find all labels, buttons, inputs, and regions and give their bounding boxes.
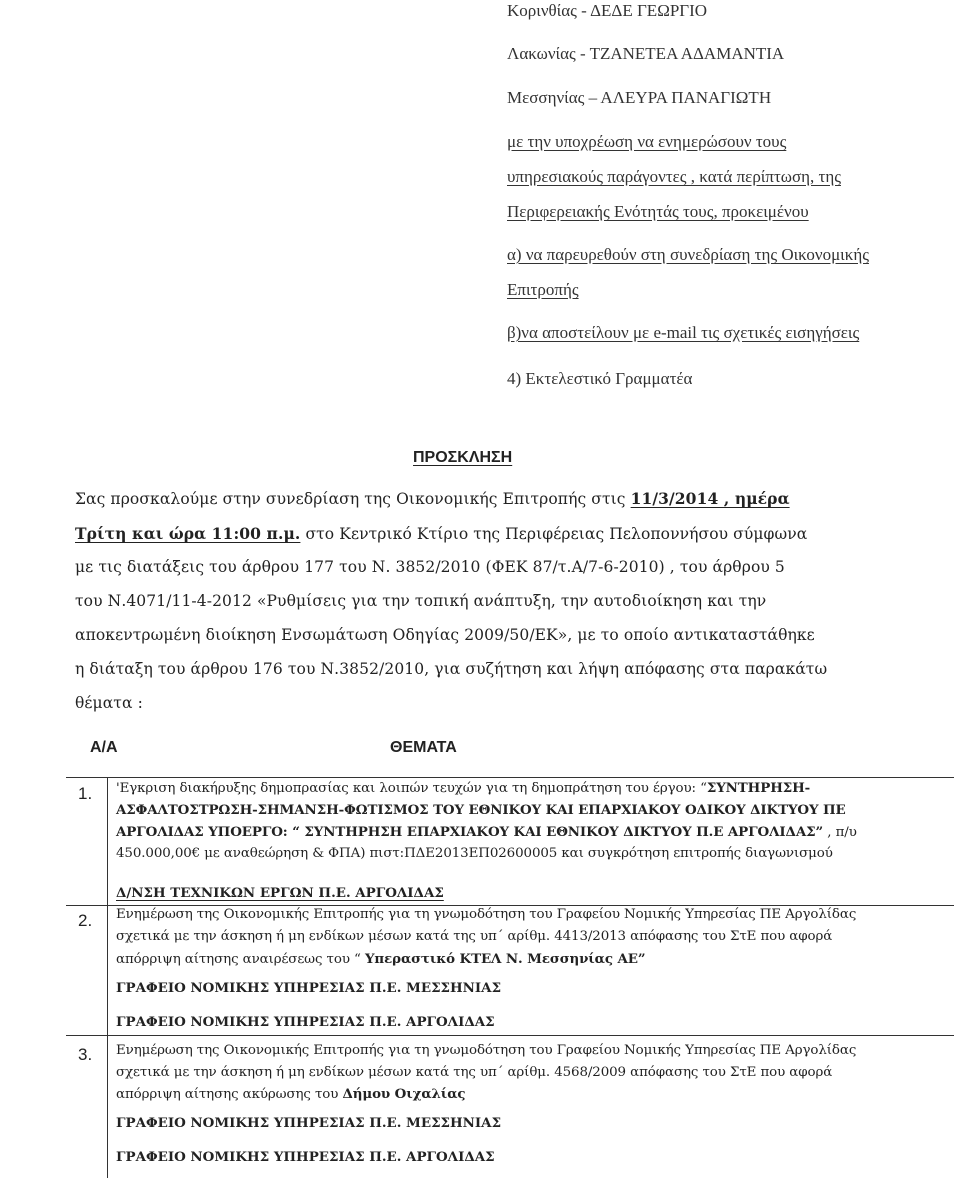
invitation-line-1 — [75, 489, 790, 508]
item-1-line-1 — [116, 780, 810, 796]
item-a-line-2: Επιτροπής — [507, 280, 579, 299]
invitation-line-6: η διάταξη του άρθρου 176 του Ν.3852/2010, για συζήτηση και λήψη απόφασης στα παρακάτω — [75, 660, 828, 678]
item-1-office: Δ/ΝΣΗ ΤΕΧΝΙΚΩΝ ΕΡΓΩΝ Π.Ε. ΑΡΓΟΛΙΔΑΣ — [116, 885, 444, 901]
recipient-messinia: Μεσσηνίας – ΑΛΕΥΡΑ ΠΑΝΑΓΙΩΤΗ — [507, 88, 772, 107]
item-1-number: 1. — [78, 784, 93, 803]
item-2-line-1: Ενημέρωση της Οικονομικής Επιτροπής για τη γνωμοδότηση του Γραφείου Νομικής Υπηρεσίας ΠΕ Αργολίδας — [116, 907, 857, 922]
invitation-line-7: θέματα : — [75, 694, 143, 712]
obligation-line-3: Περιφερειακής Ενότητάς τους, προκειμένου — [507, 202, 809, 221]
item-1-line-2: ΑΣΦΑΛΤΟΣΤΡΩΣΗ-ΣΗΜΑΝΣΗ-ΦΩΤΙΣΜΟΣ ΤΟΥ ΕΘΝΙΚΟΥ ΚΑΙ ΕΠΑΡΧΙΑΚΟΥ ΟΔΙΚΟΥ ΔΙΚΤΥΟΥ ΠΕ — [116, 802, 846, 818]
invitation-line-3: με τις διατάξεις του άρθρου 177 του Ν. 3852/2010 (ΦΕΚ 87/τ.Α/7-6-2010) , του άρθρου 5 — [75, 558, 785, 576]
item-1-subproject: ΑΡΓΟΛΙΔΑΣ ΥΠΟΕΡΓΟ: “ ΣΥΝΤΗΡΗΣΗ ΕΠΑΡΧΙΑΚΟΥ ΚΑΙ ΕΘΝΙΚΟΥ ΔΙΚΤΥΟΥ Π.Ε ΑΡΓΟΛΙΔΑΣ” — [116, 824, 824, 840]
item-1-line-3 — [116, 824, 857, 840]
item-2-line-2: σχετικά με την άσκηση ή μη ενδίκων μέσων κατά της υπ΄ αρίθμ. 4413/2013 απόφασης του ΣτΕ που αφορά — [116, 929, 833, 944]
obligation-line-1: με την υποχρέωση να ενημερώσουν τους — [507, 132, 787, 151]
invitation-title: ΠΡΟΣΚΛΗΣΗ — [413, 449, 513, 466]
item-a-line-1: α) να παρευρεθούν στη συνεδρίαση της Οικονομικής — [507, 245, 869, 264]
item-3-office-argolida: ΓΡΑΦΕΙΟ ΝΟΜΙΚΗΣ ΥΠΗΡΕΣΙΑΣ Π.Ε. ΑΡΓΟΛΙΔΑΣ — [116, 1149, 495, 1165]
item-3-line-3 — [116, 1086, 465, 1102]
item-3-party: Δήμου Οιχαλίας — [342, 1086, 466, 1102]
item-3-number: 3. — [78, 1045, 93, 1064]
item-1-budget-label: , π/υ — [823, 825, 857, 840]
invitation-line-1-text: Σας προσκαλούμε στην συνεδρίαση της Οικονομικής Επιτροπής στις — [75, 490, 631, 508]
invitation-line-2-text: στο Κεντρικό Κτίριο της Περιφέρειας Πελοποννήσου σύμφωνα — [300, 525, 808, 543]
item-3-line-3-text: απόρριψη αίτησης ακύρωσης του — [116, 1087, 343, 1102]
item-2-line-3 — [116, 951, 646, 967]
item-b: β)να αποστείλουν με e-mail τις σχετικές εισηγήσεις — [507, 323, 860, 342]
meeting-time: Τρίτη και ώρα 11:00 π.μ. — [75, 524, 301, 543]
item-4-secretary: 4) Εκτελεστικό Γραμματέα — [507, 369, 693, 388]
item-1-project-title-start: ΣΥΝΤΗΡΗΣΗ- — [706, 780, 811, 796]
item-3-line-1: Ενημέρωση της Οικονομικής Επιτροπής για τη γνωμοδότηση του Γραφείου Νομικής Υπηρεσίας ΠΕ Αργολίδας — [116, 1043, 857, 1058]
item-2-line-3-text: απόρριψη αίτησης αναιρέσεως του “ — [116, 952, 365, 967]
item-3-line-2: σχετικά με την άσκηση ή μη ενδίκων μέσων κατά της υπ΄ αρίθμ. 4568/2009 απόφασης του ΣτΕ που αφορά — [116, 1065, 833, 1080]
row-1-bottom-border — [66, 905, 954, 906]
row-2-bottom-border — [66, 1035, 954, 1036]
item-1-line-1-text: 'Εγκριση διακήρυξης δημοπρασίας και λοιπών τευχών για τη δημοπράτηση του έργου: “ — [116, 781, 707, 796]
meeting-date: 11/3/2014 , ημέρα — [630, 489, 790, 508]
item-1-line-4: 450.000,00€ με αναθεώρηση & ΦΠΑ) πιστ:ΠΔΕ2013ΕΠ02600005 και συγκρότηση επιτροπής διαγωνισμού — [116, 846, 833, 861]
table-column-divider — [107, 777, 108, 1178]
table-top-border — [66, 777, 954, 778]
invitation-line-2 — [75, 524, 807, 543]
recipient-lakonia: Λακωνίας - ΤΖΑΝΕΤΕΑ ΑΔΑΜΑΝΤΙΑ — [507, 44, 785, 63]
column-header-aa: Α/Α — [90, 739, 118, 756]
invitation-line-4: του Ν.4071/11-4-2012 «Ρυθμίσεις για την τοπική ανάπτυξη, την αυτοδιοίκηση και την — [75, 592, 767, 610]
invitation-line-5: αποκεντρωμένη διοίκηση Ενσωμάτωση Οδηγίας 2009/50/ΕΚ», με το οποίο αντικαταστάθηκε — [75, 626, 815, 644]
recipient-corinthia: Κορινθίας - ΔΕΔΕ ΓΕΩΡΓΙΟ — [507, 1, 708, 20]
item-2-party: Υπεραστικό ΚΤΕΛ Ν. Μεσσηνίας ΑΕ” — [364, 951, 646, 967]
item-2-office-argolida: ΓΡΑΦΕΙΟ ΝΟΜΙΚΗΣ ΥΠΗΡΕΣΙΑΣ Π.Ε. ΑΡΓΟΛΙΔΑΣ — [116, 1014, 495, 1030]
item-2-office-messinia: ΓΡΑΦΕΙΟ ΝΟΜΙΚΗΣ ΥΠΗΡΕΣΙΑΣ Π.Ε. ΜΕΣΣΗΝΙΑΣ — [116, 980, 502, 996]
column-header-topics: ΘΕΜΑΤΑ — [390, 739, 457, 756]
item-3-office-messinia: ΓΡΑΦΕΙΟ ΝΟΜΙΚΗΣ ΥΠΗΡΕΣΙΑΣ Π.Ε. ΜΕΣΣΗΝΙΑΣ — [116, 1115, 502, 1131]
obligation-line-2: υπηρεσιακούς παράγοντες , κατά περίπτωση, της — [507, 167, 841, 186]
item-2-number: 2. — [78, 911, 93, 930]
